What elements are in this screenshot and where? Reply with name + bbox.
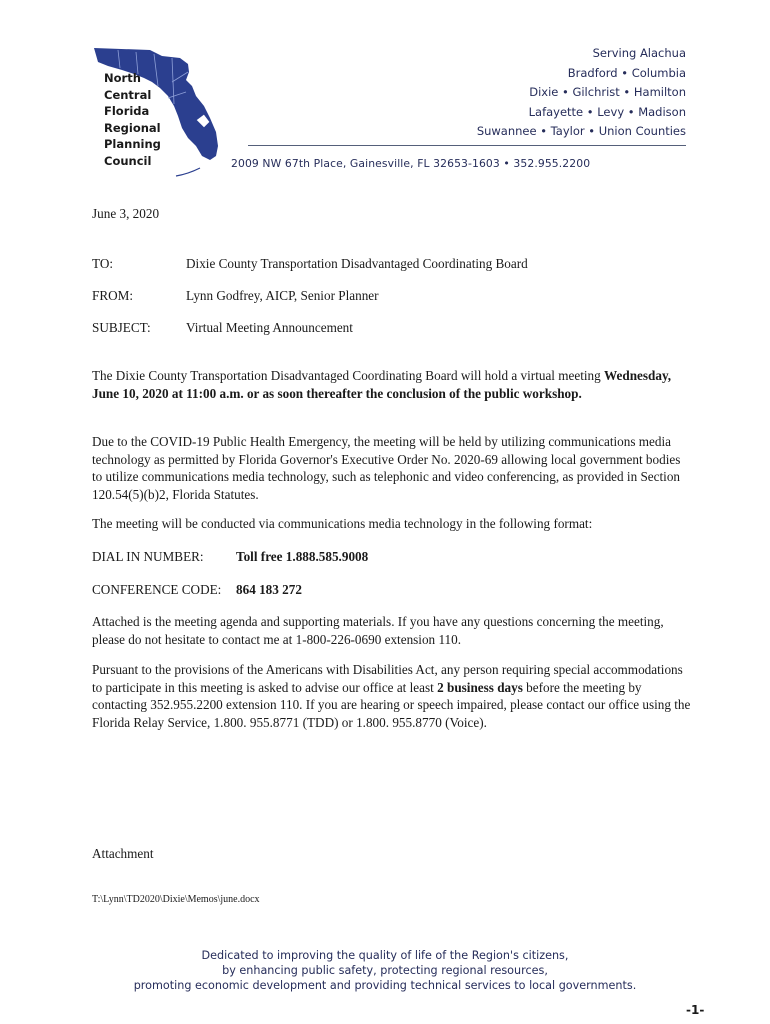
ncfrpc-logo bbox=[88, 42, 233, 182]
letterhead-address: 2009 NW 67th Place, Gainesville, FL 32653-1603 • 352.955.2200 bbox=[231, 157, 591, 170]
from-value: Lynn Godfrey, AICP, Senior Planner bbox=[186, 288, 379, 303]
footer-line: Dedicated to improving the quality of life of the Region's citizens, bbox=[201, 949, 569, 962]
serving-line: Lafayette • Levy • Madison bbox=[528, 104, 686, 119]
paragraph-meeting-notice bbox=[92, 367, 692, 402]
paragraph-covid: Due to the COVID-19 Public Health Emergency, the meeting will be held by utilizing communications media technology as permitted by Florida Governor's Executive Order No. 2020-69 allowing local government bodies to utilize communications media technology, such as telephonic and video conferencing, as provided in Section 120.54(5)(b)2, Florida Statutes. bbox=[92, 434, 681, 502]
ada-business-days: 2 business days bbox=[437, 679, 523, 695]
org-name-line-6: Council bbox=[104, 153, 152, 168]
ada-text-b: before the meeting by contacting 352.955.2200 extension 110. If you are hearing or speech impaired, please contact our office using the Florida Relay Service, 1.800. 955.8771 (TDD) or 1.800. 955.8770 (Voice). bbox=[92, 679, 691, 730]
org-name-line-4: Regional bbox=[104, 120, 161, 135]
org-name-line-1: North bbox=[104, 71, 141, 85]
file-path: T:\Lynn\TD2020\Dixie\Memos\june.docx bbox=[92, 894, 260, 905]
paragraph-attached: Attached is the meeting agenda and supporting materials. If you have any questions concerning the meeting, please do not hesitate to contact me at 1-800-226-0690 extension 110. bbox=[92, 614, 664, 647]
serving-line: Dixie • Gilchrist • Hamilton bbox=[529, 85, 686, 99]
attachment-label: Attachment bbox=[92, 846, 154, 861]
letterhead-divider bbox=[248, 145, 686, 146]
paragraph-ada bbox=[92, 661, 692, 731]
to-label: TO: bbox=[92, 256, 114, 271]
meeting-datetime: Wednesday, June 10, 2020 at 11:00 a.m. or as soon thereafter the conclusion of the public workshop. bbox=[92, 368, 672, 401]
ada-text-a: Pursuant to the provisions of the Americans with Disabilities Act, any person requiring special accommodations to participate in this meeting is asked to advise our office at least bbox=[92, 662, 683, 695]
subject-label: SUBJECT: bbox=[92, 320, 151, 335]
memo-date: June 3, 2020 bbox=[92, 206, 160, 221]
subject-value: Virtual Meeting Announcement bbox=[186, 320, 353, 335]
org-name-line-2: Central bbox=[104, 87, 152, 102]
org-name-line-3: Florida bbox=[104, 104, 150, 118]
footer-mission bbox=[80, 948, 690, 993]
from-label: FROM: bbox=[92, 288, 134, 303]
org-name-line-5: Planning bbox=[104, 137, 161, 151]
serving-line: Bradford • Columbia bbox=[567, 65, 686, 80]
footer-line: by enhancing public safety, protecting regional resources, bbox=[222, 964, 548, 977]
serving-line: Suwannee • Taylor • Union Counties bbox=[476, 124, 686, 138]
conference-code-label: CONFERENCE CODE: bbox=[92, 582, 222, 597]
page-number: -1- bbox=[686, 1003, 705, 1017]
to-value: Dixie County Transportation Disadvantaged Coordinating Board bbox=[186, 256, 528, 271]
serving-counties bbox=[477, 44, 686, 142]
conference-code-value: 864 183 272 bbox=[236, 582, 302, 597]
footer-line: promoting economic development and providing technical services to local governments. bbox=[133, 979, 637, 992]
paragraph-format: The meeting will be conducted via communications media technology in the following format: bbox=[92, 516, 593, 531]
dial-in-label: DIAL IN NUMBER: bbox=[92, 549, 204, 564]
dial-in-number: Toll free 1.888.585.9008 bbox=[236, 549, 369, 564]
meeting-intro: The Dixie County Transportation Disadvantaged Coordinating Board will hold a virtual meeting bbox=[92, 368, 601, 383]
serving-line: Serving Alachua bbox=[592, 46, 686, 60]
